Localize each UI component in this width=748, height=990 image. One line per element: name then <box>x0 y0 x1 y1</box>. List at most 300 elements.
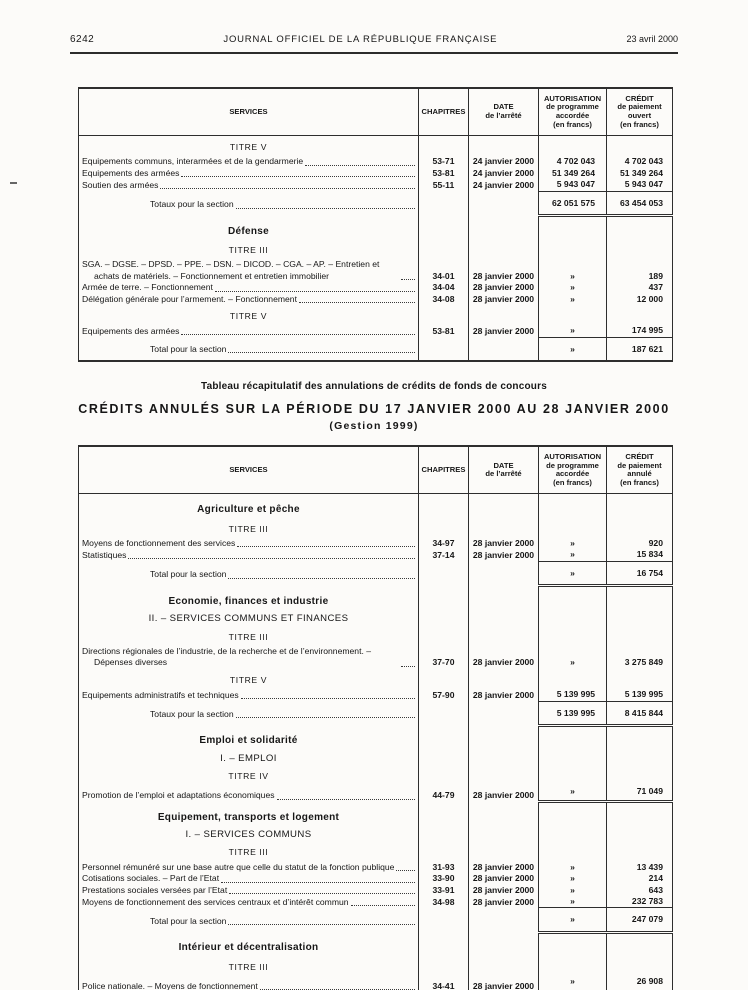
autorisation-cell <box>539 586 607 609</box>
chapitre-cell: 37-14 <box>419 549 469 561</box>
chapitre-cell <box>419 908 469 932</box>
service-line <box>79 885 418 896</box>
section-heading: Intérieur et décentralisation <box>178 942 319 954</box>
section-heading: Agriculture et pêche <box>197 504 300 516</box>
chapitre-cell <box>419 956 469 976</box>
autorisation-cell <box>539 609 607 625</box>
credit-cell <box>607 725 673 748</box>
column-header-line: DATE <box>493 102 514 112</box>
chapitre-cell: 53-81 <box>419 168 469 179</box>
autorisation-cell <box>539 825 607 841</box>
chapitre-cell <box>419 216 469 239</box>
table-row-titre <box>79 841 673 861</box>
autorisation-cell <box>539 626 607 646</box>
credit-cell <box>607 749 673 765</box>
autorisation-cell: » <box>539 325 607 337</box>
services-cell <box>79 862 419 873</box>
autorisation-cell <box>539 136 607 157</box>
chapitre-cell: 34-08 <box>419 294 469 305</box>
chapitre-cell: 37-70 <box>419 646 469 669</box>
date-cell: 28 janvier 2000 <box>469 885 539 896</box>
service-line <box>79 294 418 305</box>
autorisation-cell: » <box>539 786 607 802</box>
date-cell: 28 janvier 2000 <box>469 325 539 337</box>
services-cell <box>79 885 419 896</box>
header-row <box>79 446 673 494</box>
date-cell: 28 janvier 2000 <box>469 538 539 549</box>
titre-heading: TITRE III <box>228 847 269 858</box>
chapitre-cell <box>419 626 469 646</box>
credit-cell: 5 943 047 <box>607 179 673 191</box>
chapitre-cell: 44-79 <box>419 786 469 802</box>
date-cell <box>469 337 539 361</box>
table-row-entry <box>79 538 673 549</box>
chapitre-cell <box>419 932 469 955</box>
dotted-leader <box>351 905 415 906</box>
chapitre-cell <box>419 494 469 518</box>
column-header-line: de l’arrêté <box>485 111 522 120</box>
autorisation-cell: » <box>539 538 607 549</box>
section-heading: Emploi et solidarité <box>199 735 298 747</box>
service-line <box>79 873 418 884</box>
table-row-entry <box>79 294 673 305</box>
services-cell <box>79 873 419 884</box>
column-header-line: (en francs) <box>620 119 659 129</box>
column-header-line: accordée <box>555 111 590 120</box>
chapitre-cell <box>419 841 469 861</box>
subsection-heading: II. – SERVICES COMMUNS ET FINANCES <box>148 613 349 625</box>
total-label: Totaux pour la section <box>150 199 234 210</box>
date-cell <box>469 626 539 646</box>
services-cell <box>79 337 419 361</box>
date-cell: 28 janvier 2000 <box>469 282 539 293</box>
services-cell <box>79 179 419 191</box>
column-header-services <box>79 446 419 494</box>
credit-cell: 5 139 995 <box>607 689 673 701</box>
service-label: Moyens de fonctionnement des services centraux et d’intérêt commun <box>82 896 349 907</box>
titre-heading: TITRE IV <box>228 771 269 782</box>
t2-table <box>78 445 673 990</box>
dotted-leader <box>228 352 415 353</box>
credit-cell <box>607 305 673 325</box>
table-row-entry <box>79 168 673 179</box>
credit-cell: 920 <box>607 538 673 549</box>
chapitre-cell: 34-04 <box>419 282 469 293</box>
date-cell: 28 janvier 2000 <box>469 873 539 884</box>
service-line <box>79 709 418 720</box>
credit-cell: 189 <box>607 259 673 282</box>
autorisation-cell: » <box>539 561 607 585</box>
service-label: Prestations sociales versées par l’Etat <box>82 884 228 895</box>
column-header-line: de programme <box>546 102 599 112</box>
table-row-section <box>79 932 673 955</box>
credit-cell <box>607 518 673 538</box>
date-cell: 28 janvier 2000 <box>469 862 539 873</box>
service-label: Promotion de l’emploi et adaptations économiques <box>82 790 275 801</box>
total-label: Total pour la section <box>150 915 227 926</box>
autorisation-cell <box>539 239 607 259</box>
date-cell <box>469 825 539 841</box>
credit-cell: 437 <box>607 282 673 293</box>
chapitre-cell: 53-81 <box>419 325 469 337</box>
service-line <box>79 897 418 908</box>
dotted-leader <box>181 176 415 177</box>
table-row-subsection <box>79 609 673 625</box>
table-row-section <box>79 494 673 518</box>
services-cell <box>79 259 419 282</box>
column-header-date <box>469 446 539 494</box>
dotted-leader <box>228 578 415 579</box>
table-row-titre <box>79 305 673 325</box>
service-label: Equipements des armées <box>82 167 180 178</box>
services-cell <box>79 325 419 337</box>
total-label: Total pour la section <box>150 343 227 354</box>
subsection-heading: I. – SERVICES COMMUNS <box>185 829 312 840</box>
page-number: 6242 <box>70 34 95 45</box>
chapitre-cell <box>419 561 469 585</box>
date-cell <box>469 725 539 748</box>
services-cell <box>79 646 419 669</box>
dotted-leader <box>401 666 415 667</box>
service-label: Délégation générale pour l’armement. – Fonctionnement <box>82 293 297 304</box>
credit-cell: 26 908 <box>607 976 673 990</box>
header-rule <box>70 52 678 54</box>
autorisation-cell: » <box>539 282 607 293</box>
column-header-line: de l’arrêté <box>485 469 522 479</box>
table-row-total <box>79 191 673 215</box>
total-label: Totaux pour la section <box>150 709 234 720</box>
chapitre-cell <box>419 669 469 689</box>
autorisation-cell: 62 051 575 <box>539 191 607 215</box>
table-row-entry <box>79 786 673 802</box>
table-row-titre <box>79 626 673 646</box>
autorisation-cell: 51 349 264 <box>539 168 607 179</box>
services-cell <box>79 168 419 179</box>
column-header-line: AUTORISATION <box>543 93 602 103</box>
service-line <box>79 326 418 337</box>
credit-cell <box>607 626 673 646</box>
chapitre-cell: 53-71 <box>419 156 469 167</box>
autorisation-cell: 5 943 047 <box>539 179 607 191</box>
date-cell: 28 janvier 2000 <box>469 896 539 908</box>
column-header-date <box>469 88 539 136</box>
service-line <box>79 168 418 179</box>
gestion-subtitle: (Gestion 1999) <box>329 420 419 433</box>
autorisation-cell: » <box>539 873 607 884</box>
services-cell <box>79 191 419 215</box>
table-row-entry <box>79 976 673 990</box>
chapitre-cell: 34-41 <box>419 976 469 990</box>
chapitre-cell <box>419 749 469 765</box>
services-cell <box>79 156 419 167</box>
service-line <box>79 156 418 167</box>
table-row-entry <box>79 689 673 701</box>
service-line <box>79 550 418 561</box>
service-label: Armée de terre. – Fonctionnement <box>82 282 213 293</box>
credit-cell: 174 995 <box>607 325 673 337</box>
column-header-line: SERVICES <box>229 464 268 474</box>
column-header-line: CRÉDIT <box>625 452 654 461</box>
table-row-entry <box>79 862 673 873</box>
service-line <box>79 538 418 549</box>
titre-heading: TITRE III <box>228 961 269 972</box>
chapitre-cell <box>419 765 469 785</box>
service-label: Police nationale. – Moyens de fonctionnement <box>82 980 258 990</box>
autorisation-cell <box>539 725 607 748</box>
service-line <box>79 199 418 210</box>
date-cell <box>469 561 539 585</box>
service-line <box>79 569 418 580</box>
autorisation-cell <box>539 749 607 765</box>
section-heading: Equipement, transports et logement <box>157 811 340 823</box>
table-credits-ouverts <box>78 87 672 362</box>
dotted-leader <box>236 208 415 209</box>
credit-cell: 232 783 <box>607 896 673 908</box>
date-cell <box>469 609 539 625</box>
date-cell <box>469 765 539 785</box>
t1-table <box>78 87 673 362</box>
services-cell <box>79 701 419 725</box>
services-cell <box>79 786 419 802</box>
table-row-entry <box>79 282 673 293</box>
date-cell: 28 janvier 2000 <box>469 976 539 990</box>
table-row-entry <box>79 325 673 337</box>
autorisation-cell: » <box>539 908 607 932</box>
titre-heading: TITRE III <box>228 631 269 642</box>
column-header-chapitres <box>419 88 469 136</box>
date-cell: 28 janvier 2000 <box>469 646 539 669</box>
service-label: Statistiques <box>82 549 127 560</box>
date-cell <box>469 956 539 976</box>
credit-cell: 13 439 <box>607 862 673 873</box>
main-title: CRÉDITS ANNULÉS SUR LA PÉRIODE DU 17 JANVIER 2000 AU 28 JANVIER 2000 <box>78 402 670 417</box>
column-header-credit <box>607 446 673 494</box>
service-line <box>79 862 418 873</box>
dotted-leader <box>128 558 415 559</box>
autorisation-cell: » <box>539 896 607 908</box>
services-cell <box>79 976 419 990</box>
table-row-section <box>79 725 673 748</box>
chapitre-cell: 34-01 <box>419 259 469 282</box>
section-heading: Défense <box>227 225 269 237</box>
chapitre-cell <box>419 136 469 157</box>
table-credits-annules <box>78 445 672 990</box>
date-cell <box>469 191 539 215</box>
date-cell <box>469 932 539 955</box>
date-cell <box>469 701 539 725</box>
services-cell <box>79 282 419 293</box>
service-line <box>79 344 418 355</box>
autorisation-cell <box>539 765 607 785</box>
page-header <box>70 34 678 45</box>
date-cell <box>469 494 539 518</box>
table-row-section <box>79 216 673 239</box>
date-cell: 28 janvier 2000 <box>469 549 539 561</box>
credit-cell: 15 834 <box>607 549 673 561</box>
dotted-leader <box>396 870 415 871</box>
autorisation-cell <box>539 216 607 239</box>
dotted-leader <box>299 302 415 303</box>
credit-cell: 187 621 <box>607 337 673 361</box>
table-row-subsection <box>79 825 673 841</box>
chapitre-cell <box>419 586 469 609</box>
column-header-line: (en francs) <box>553 119 592 129</box>
table-row-entry <box>79 896 673 908</box>
date-cell <box>469 239 539 259</box>
service-line <box>79 646 418 669</box>
service-label: Equipements administratifs et techniques <box>82 689 239 700</box>
titre-heading: TITRE III <box>228 523 269 534</box>
table-row-entry <box>79 156 673 167</box>
column-header-autorisation <box>539 88 607 136</box>
credit-cell: 16 754 <box>607 561 673 585</box>
table-row-subsection <box>79 749 673 765</box>
column-header-line: de programme <box>546 460 599 470</box>
service-line <box>79 981 418 990</box>
chapitre-cell <box>419 239 469 259</box>
chapitre-cell <box>419 337 469 361</box>
titre-heading: TITRE V <box>229 674 268 685</box>
credit-cell: 51 349 264 <box>607 168 673 179</box>
credit-cell: 3 275 849 <box>607 646 673 669</box>
date-cell <box>469 841 539 861</box>
column-header-credit <box>607 88 673 136</box>
section-heading: Economie, finances et industrie <box>168 595 329 607</box>
dotted-leader <box>221 882 415 883</box>
date-cell: 24 janvier 2000 <box>469 168 539 179</box>
date-cell <box>469 586 539 609</box>
date-cell <box>469 136 539 157</box>
column-header-line: (en francs) <box>553 477 592 487</box>
autorisation-cell: » <box>539 646 607 669</box>
date-cell: 28 janvier 2000 <box>469 259 539 282</box>
chapitre-cell <box>419 825 469 841</box>
table-row-entry <box>79 259 673 282</box>
credit-cell <box>607 239 673 259</box>
date-cell <box>469 908 539 932</box>
credit-cell: 8 415 844 <box>607 701 673 725</box>
date-cell <box>469 216 539 239</box>
credit-cell: 247 079 <box>607 908 673 932</box>
chapitre-cell <box>419 518 469 538</box>
column-header-line: de paiement <box>617 460 662 470</box>
titre-heading: TITRE V <box>229 310 268 321</box>
table-row-section <box>79 586 673 609</box>
autorisation-cell: » <box>539 259 607 282</box>
credit-cell: 12 000 <box>607 294 673 305</box>
service-label: Equipements communs, interarmées et de la gendarmerie <box>82 156 304 167</box>
dotted-leader <box>215 291 415 292</box>
credit-cell <box>607 136 673 157</box>
credit-cell: 643 <box>607 885 673 896</box>
autorisation-cell: 4 702 043 <box>539 156 607 167</box>
autorisation-cell: » <box>539 337 607 361</box>
titre-heading: TITRE III <box>228 244 269 255</box>
total-label: Total pour la section <box>150 569 227 580</box>
autorisation-cell <box>539 956 607 976</box>
autorisation-cell <box>539 841 607 861</box>
credit-cell <box>607 494 673 518</box>
date-cell <box>469 749 539 765</box>
table-row-titre <box>79 956 673 976</box>
table-row-entry <box>79 179 673 191</box>
column-header-line: AUTORISATION <box>543 452 602 461</box>
chapitre-cell <box>419 609 469 625</box>
service-label: Personnel rémunéré sur une base autre que celle du statut de la fonction publique <box>82 861 395 872</box>
autorisation-cell: 5 139 995 <box>539 701 607 725</box>
service-line <box>79 282 418 293</box>
autorisation-cell <box>539 305 607 325</box>
autorisation-cell <box>539 932 607 955</box>
column-header-services <box>79 88 419 136</box>
services-cell <box>79 294 419 305</box>
dotted-leader <box>237 546 415 547</box>
chapitre-cell <box>419 802 469 825</box>
credit-cell <box>607 825 673 841</box>
column-header-line: de paiement <box>617 102 662 112</box>
date-cell: 24 janvier 2000 <box>469 156 539 167</box>
chapitre-cell <box>419 701 469 725</box>
chapitre-cell: 34-97 <box>419 538 469 549</box>
column-header-line: SERVICES <box>229 106 268 116</box>
service-line <box>79 790 418 801</box>
table-row-titre <box>79 669 673 689</box>
credit-cell <box>607 609 673 625</box>
table-row-entry <box>79 646 673 669</box>
column-header-line: CHAPITRES <box>421 464 466 474</box>
dotted-leader <box>305 165 415 166</box>
credit-cell <box>607 841 673 861</box>
subsection-heading: I. – EMPLOI <box>220 752 277 764</box>
services-cell <box>79 561 419 585</box>
autorisation-cell <box>539 669 607 689</box>
table-row-section <box>79 802 673 825</box>
column-header-line: DATE <box>493 460 514 470</box>
column-header-autorisation <box>539 446 607 494</box>
recap-title: Tableau récapitulatif des annulations de crédits de fonds de concours <box>201 381 547 393</box>
date-cell: 28 janvier 2000 <box>469 689 539 701</box>
chapitre-cell: 55-11 <box>419 179 469 191</box>
credit-cell <box>607 669 673 689</box>
table-row-entry <box>79 873 673 884</box>
credit-cell <box>607 932 673 955</box>
chapitre-cell: 33-91 <box>419 885 469 896</box>
chapitre-cell: 33-90 <box>419 873 469 884</box>
column-header-line: ouvert <box>627 111 652 120</box>
dotted-leader <box>241 698 415 699</box>
chapitre-cell <box>419 305 469 325</box>
chapitre-cell: 34-98 <box>419 896 469 908</box>
date-cell: 24 janvier 2000 <box>469 179 539 191</box>
autorisation-cell <box>539 494 607 518</box>
credit-cell <box>607 956 673 976</box>
service-label: Cotisations sociales. – Part de l’Etat <box>82 873 220 884</box>
column-header-line: accordée <box>555 469 590 479</box>
service-line <box>79 259 418 282</box>
column-header-line: CRÉDIT <box>625 93 654 103</box>
autorisation-cell <box>539 802 607 825</box>
dotted-leader <box>236 717 415 718</box>
service-label: Moyens de fonctionnement des services <box>82 538 236 548</box>
date-cell <box>469 518 539 538</box>
table-row-total <box>79 337 673 361</box>
chapitre-cell <box>419 191 469 215</box>
services-cell <box>79 908 419 932</box>
autorisation-cell: » <box>539 885 607 896</box>
autorisation-cell <box>539 518 607 538</box>
service-line <box>79 916 418 927</box>
column-header-line: annulé <box>627 469 652 479</box>
